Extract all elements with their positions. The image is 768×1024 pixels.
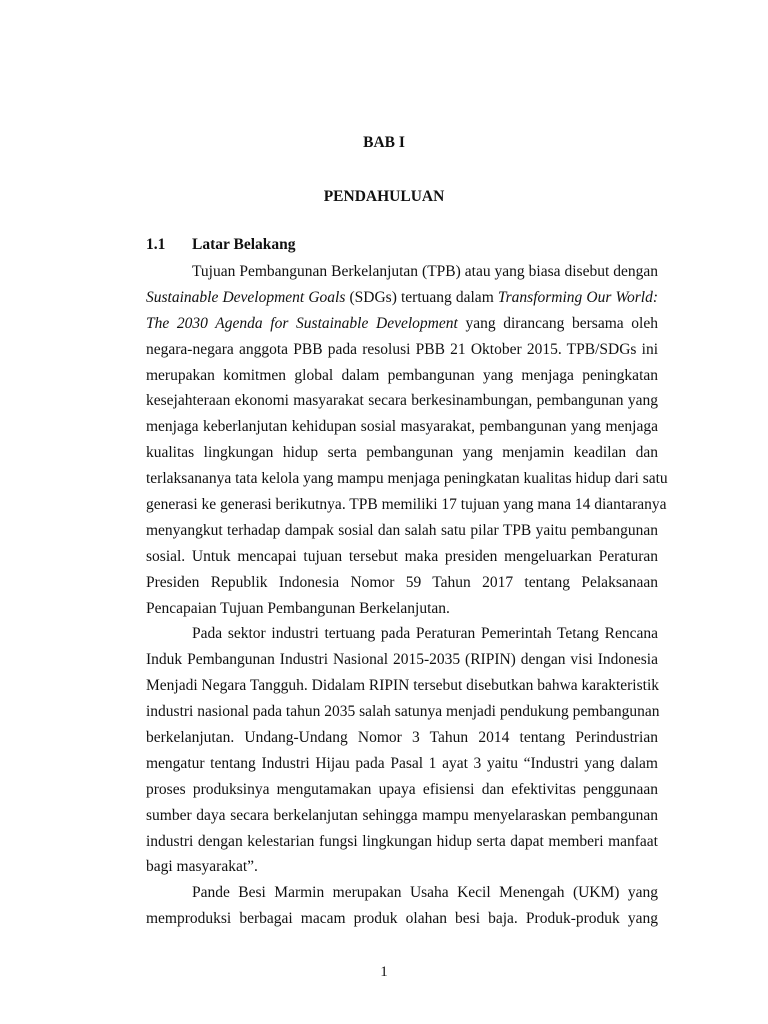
body-line [146, 518, 658, 544]
text-run: Presiden Republik Indonesia Nomor 59 Tahun 2017 tentang Pelaksanaan [146, 573, 658, 591]
body-line [146, 466, 668, 492]
chapter-heading: BAB I [363, 134, 405, 151]
text-run: industri dengan kelestarian fungsi lingkungan hidup serta dapat memberi manfaat [146, 832, 658, 850]
body-line [146, 492, 667, 518]
body-line [146, 880, 658, 906]
body-line [146, 440, 658, 466]
body-line [146, 285, 658, 311]
body-text [146, 259, 668, 932]
body-line [146, 699, 658, 725]
body-line [146, 751, 658, 777]
text-run: Tujuan Pembangunan Berkelanjutan (TPB) atau yang biasa disebut dengan [192, 263, 658, 280]
body-line [146, 259, 658, 285]
text-run: Pada sektor industri tertuang pada Peraturan Pemerintah Tetang Rencana [192, 625, 658, 643]
text-run: mengatur tentang Industri Hijau pada Pasal 1 ayat 3 yaitu “Industri yang dalam [146, 754, 658, 772]
text-run: negara-negara anggota PBB pada resolusi PBB 21 Oktober 2015. TPB/SDGs ini [146, 340, 658, 358]
body-line [146, 311, 658, 337]
text-run: bagi masyarakat”. [146, 858, 258, 876]
text-run: sosial. Untuk mencapai tujuan tersebut maka presiden mengeluarkan Peraturan [146, 547, 658, 565]
text-run: proses produksinya mengutamakan upaya efisiensi dan efektivitas penggunaan [146, 780, 658, 798]
text-run: Induk Pembangunan Industri Nasional 2015-2035 (RIPIN) dengan visi Indonesia [146, 651, 658, 669]
body-line [146, 777, 658, 803]
text-run: sumber daya secara berkelanjutan sehingga mampu menyelaraskan pembangunan [146, 806, 658, 824]
text-run: Menjadi Negara Tangguh. Didalam RIPIN tersebut disebutkan bahwa karakteristik [146, 677, 659, 695]
body-line [146, 725, 658, 751]
text-run: Pencapaian Tujuan Pembangunan Berkelanjutan. [146, 599, 450, 617]
text-run: menyangkut terhadap dampak sosial dan salah satu pilar TPB yaitu pembangunan [146, 521, 658, 539]
body-line [146, 596, 658, 622]
text-run: (SDGs) tertuang dalam [345, 288, 498, 306]
body-line [146, 673, 658, 699]
body-line [146, 337, 658, 363]
body-line [146, 544, 658, 570]
text-run: kesejahteraan ekonomi masyarakat secara berkesinambungan, pembangunan yang [146, 392, 658, 410]
chapter-title: PENDAHULUAN [323, 188, 445, 205]
section-number: 1.1 [146, 236, 166, 253]
text-run: Pande Besi Marmin merupakan Usaha Kecil Menengah (UKM) yang [192, 884, 658, 902]
page-number: 1 [380, 964, 388, 980]
section-heading [146, 236, 296, 254]
text-run: generasi ke generasi berikutnya. TPB memiliki 17 tujuan yang mana 14 diantaranya [146, 496, 667, 514]
text-run: yang dirancang bersama oleh [457, 314, 658, 332]
body-line [146, 647, 658, 673]
body-line [146, 854, 658, 880]
text-run: merupakan komitmen global dalam pembangunan yang menjaga peningkatan [146, 366, 658, 384]
section-title: Latar Belakang [192, 236, 296, 253]
body-line [146, 363, 658, 389]
body-line [146, 803, 658, 829]
body-line [146, 829, 658, 855]
text-run: berkelanjutan. Undang-Undang Nomor 3 Tahun 2014 tentang Perindustrian [146, 729, 658, 747]
text-run: menjaga keberlanjutan kehidupan sosial masyarakat, pembangunan yang menjaga [146, 418, 658, 436]
text-run: memproduksi berbagai macam produk olahan besi baja. Produk-produk yang [146, 910, 658, 928]
italic-text: Transforming Our World: [497, 288, 658, 306]
body-line [146, 388, 658, 414]
body-line [146, 906, 658, 932]
body-line [146, 414, 658, 440]
italic-text: The 2030 Agenda for Sustainable Development [146, 314, 458, 332]
body-line [146, 621, 658, 647]
text-run: industri nasional pada tahun 2035 salah satunya menjadi pendukung pembangunan [146, 703, 660, 721]
body-line [146, 570, 658, 596]
italic-text: Sustainable Development Goals [146, 288, 346, 306]
text-run: kualitas lingkungan hidup serta pembangunan yang menjamin keadilan dan [146, 444, 658, 462]
text-run: terlaksananya tata kelola yang mampu menjaga peningkatan kualitas hidup dari satu [146, 470, 668, 488]
